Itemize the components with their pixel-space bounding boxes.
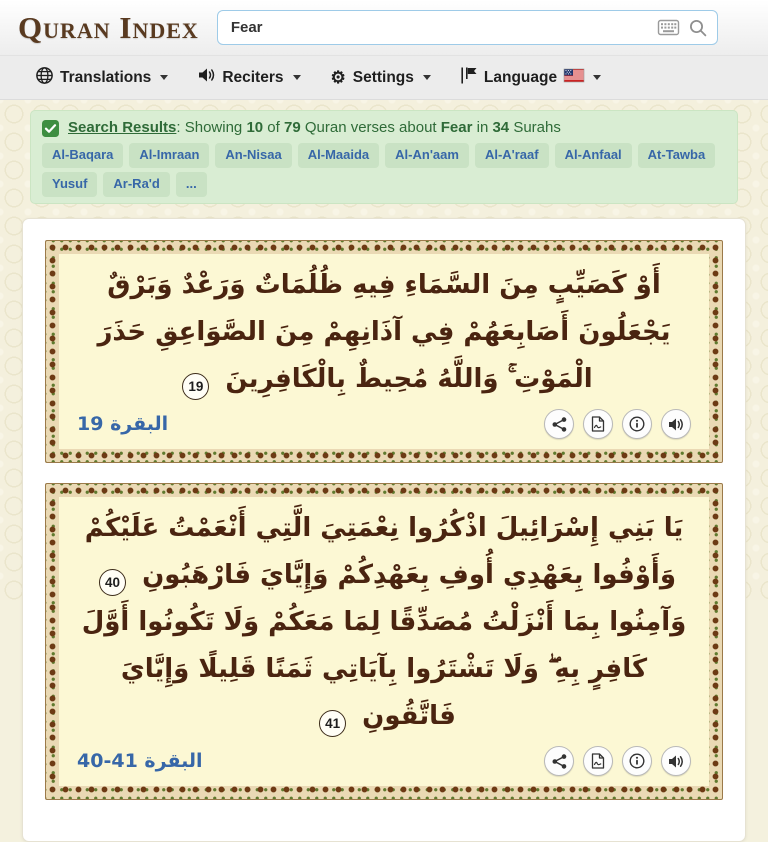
surah-tag[interactable]: Al-Maaida [298,143,379,168]
gear-icon: ⚙ [330,68,346,87]
nav-reciters[interactable] [198,67,300,88]
info-icon [629,753,645,769]
search-icon[interactable] [689,19,707,37]
verse-actions [544,409,691,439]
verse-number-badge: 40 [99,569,126,596]
flags-icon [461,67,477,89]
surah-tag[interactable]: An-Nisaa [215,143,291,168]
chevron-down-icon [293,75,301,80]
pdf-icon [591,753,605,769]
surah-tag[interactable]: Al-Baqara [42,143,123,168]
audio-icon [668,417,684,432]
header [0,0,768,56]
audio-button[interactable] [661,746,691,776]
checkbox-checked-icon[interactable] [42,120,59,137]
search-input[interactable] [231,19,648,36]
site-logo[interactable]: Quran Index [18,9,199,45]
nav-settings-label: Settings [352,68,414,86]
results-summary: Showing 10 of 79 Quran verses about Fear in 34 Surahs [184,119,561,136]
nav-settings[interactable] [331,69,431,87]
verse-text: يَا بَنِي إِسْرَائِيلَ اذْكُرُوا نِعْمَتِيَ الَّتِي أَنْعَمْتُ عَلَيْكُمْ وَأَوْفُوا بِعَهْدِي أُوفِ بِعَهْدِكُمْ وَإِيَّايَ فَارْهَبُونِ [84,513,684,590]
share-icon [552,754,567,769]
us-flag-icon [564,69,584,87]
separator: : [176,119,185,136]
verses-panel [22,218,746,842]
verse-number-badge: 19 [182,373,209,400]
pdf-button[interactable] [583,409,613,439]
chevron-down-icon [593,75,601,80]
audio-button[interactable] [661,409,691,439]
surah-reference-link[interactable]: البقرة 19 [77,413,169,435]
info-button[interactable] [622,409,652,439]
pdf-icon [591,416,605,432]
verse-number-badge: 41 [319,710,346,737]
surah-tag[interactable]: Al-Imraan [129,143,209,168]
share-icon [552,417,567,432]
surah-tags [42,143,726,197]
pdf-button[interactable] [583,746,613,776]
nav-translations[interactable] [36,67,168,89]
verse-text: أَوْ كَصَيِّبٍ مِنَ السَّمَاءِ فِيهِ ظُلُمَاتٌ وَرَعْدٌ وَبَرْقٌ يَجْعَلُونَ أَصَابِعَهُمْ فِي آذَانِهِمْ مِنَ الصَّوَاعِقِ حَذَرَ الْمَوْتِ ۚ وَاللَّهُ مُحِيطٌ بِالْكَافِرِينَ [97,270,671,394]
search-results-link[interactable]: Search Results [68,119,177,136]
share-button[interactable] [544,746,574,776]
nav-language[interactable] [461,67,601,89]
speaker-icon [198,67,215,88]
nav-reciters-label: Reciters [222,68,284,86]
nav-language-label: Language [483,68,558,86]
main-nav [0,56,768,100]
surah-tag[interactable]: Al-A'raaf [475,143,549,168]
verse-text: وَآمِنُوا بِمَا أَنْزَلْتُ مُصَدِّقًا لِمَا مَعَكُمْ وَلَا تَكُونُوا أَوَّلَ كَافِرٍ بِهِ ۖ وَلَا تَشْتَرُوا بِآيَاتِي ثَمَنًا قَلِيلًا وَإِيَّايَ فَاتَّقُونِ [81,607,687,731]
surah-tag[interactable]: At-Tawba [638,143,716,168]
nav-translations-label: Translations [60,68,152,86]
ayah-text [77,505,691,740]
verse-actions [544,746,691,776]
verse-card [45,483,723,800]
chevron-down-icon [160,75,168,80]
surah-reference-link[interactable]: البقرة 41-40 [77,750,203,772]
surah-tag[interactable]: ... [176,172,207,197]
main-content [0,100,768,772]
share-button[interactable] [544,409,574,439]
surah-tag[interactable]: Al-An'aam [385,143,469,168]
keyboard-icon[interactable] [658,20,679,35]
search-results-banner [30,110,738,204]
verse-card [45,240,723,463]
info-icon [629,416,645,432]
globe-icon [36,67,53,89]
ayah-text [77,262,691,403]
surah-tag[interactable]: Al-Anfaal [555,143,632,168]
chevron-down-icon [423,75,431,80]
audio-icon [668,754,684,769]
surah-tag[interactable]: Ar-Ra'd [103,172,169,197]
surah-tag[interactable]: Yusuf [42,172,97,197]
info-button[interactable] [622,746,652,776]
search-box[interactable] [217,10,718,45]
